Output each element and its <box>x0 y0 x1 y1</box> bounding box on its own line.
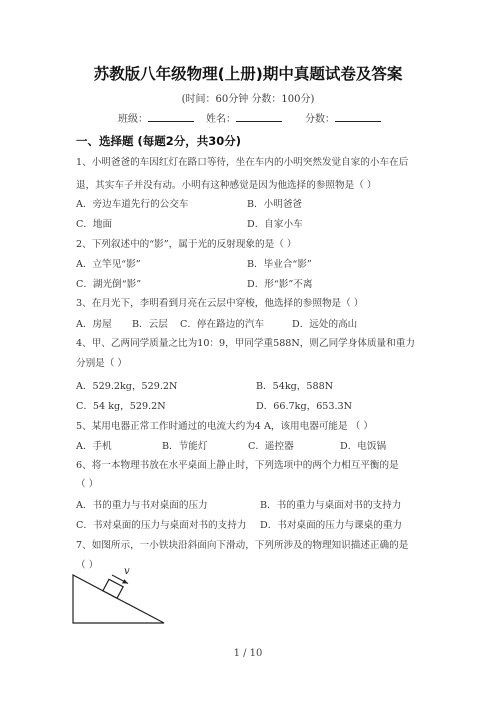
class-label: 班级： <box>118 114 148 125</box>
q1-option-b: B．小明爸爸 <box>247 199 303 210</box>
q1-stem-line1: 1、小明爸爸的车因红灯在路口等待，坐在车内的小明突然发觉自家的小车在后 <box>76 157 409 168</box>
q1-stem-line2: 退，其实车子并没有动。小明有这种感觉是因为他选择的参照物是（ ） <box>76 180 377 191</box>
q4-option-d: D．66.7kg，653.3N <box>256 401 353 412</box>
q3-option-a: A．房屋 <box>76 319 112 330</box>
section-heading: 一、选择题 (每题2分，共30分) <box>76 134 242 148</box>
name-blank[interactable] <box>236 110 282 122</box>
q6-option-a: A．书的重力与书对桌面的压力 <box>76 500 208 511</box>
q2-option-c: C．湖光倒“影” <box>76 279 142 290</box>
q3-option-c: C．停在路边的汽车 <box>180 319 265 330</box>
name-label: 姓名： <box>206 114 236 125</box>
q5-option-b: B．节能灯 <box>162 441 208 452</box>
q2-option-d: D．形“影”不离 <box>247 279 313 290</box>
class-field <box>118 110 194 125</box>
q6-stem-line1: 6、将一本物理书放在水平桌面上静止时，下列选项中的两个力相互平衡的是 <box>76 460 399 471</box>
q2-option-b: B．毕业合“影” <box>247 259 312 270</box>
q4-stem-line2: 分别是（ ） <box>76 358 128 369</box>
q4-option-a: A．529.2kg，529.2N <box>76 381 178 392</box>
class-blank[interactable] <box>148 110 194 122</box>
page-number: 1 / 10 <box>233 648 263 659</box>
q7-stem-line1: 7、如图所示，一小铁块沿斜面向下滑动，下列所涉及的物理知识描述正确的是 <box>76 540 409 551</box>
score-field <box>305 110 381 125</box>
score-blank[interactable] <box>335 110 381 122</box>
iron-block <box>103 579 123 598</box>
q5-option-c: C．遥控器 <box>248 441 294 452</box>
q4-stem-line1: 4、甲、乙两同学质量之比为10：9，甲同学重588N，则乙同学身体质量和重力 <box>76 338 415 349</box>
q6-option-c: C．书对桌面的压力与桌面对书的支持力 <box>76 520 247 531</box>
q3-option-d: D．远处的高山 <box>292 319 358 330</box>
incline-figure <box>70 565 170 625</box>
velocity-label: v <box>124 566 130 577</box>
exam-time-info: (时间：60分钟 分数：100分) <box>181 94 315 105</box>
q1-option-a: A．旁边车道先行的公交车 <box>76 199 189 210</box>
velocity-arrowhead <box>122 579 128 583</box>
incline-triangle <box>73 575 164 623</box>
q4-option-c: C．54 kg，529.2N <box>76 401 166 412</box>
q3-stem: 3、在月光下，李明看到月亮在云层中穿梭，他选择的参照物是（ ） <box>76 298 364 309</box>
q5-stem: 5、某用电器正常工作时通过的电流大约为4 A，该用电器可能是 （ ） <box>76 421 373 432</box>
q7-stem-line2: （ ） <box>76 560 99 571</box>
q1-option-d: D．自家小车 <box>247 219 303 230</box>
exam-title: 苏教版八年级物理(上册)期中真题试卷及答案 <box>93 65 403 83</box>
q2-stem: 2、下列叙述中的“影”，属于光的反射现象的是（ ） <box>76 239 297 250</box>
q1-option-c: C．地面 <box>76 219 113 230</box>
q5-option-a: A．手机 <box>76 441 112 452</box>
q3-option-b: B．云层 <box>132 319 168 330</box>
q2-option-a: A．立竿见“影” <box>76 259 141 270</box>
q6-option-d: D．书对桌面的压力与课桌的重力 <box>260 520 403 531</box>
q4-option-b: B．54kg，588N <box>256 381 334 392</box>
q6-option-b: B．书的重力与桌面对书的支持力 <box>260 500 402 511</box>
name-field <box>206 110 282 125</box>
score-label: 分数： <box>305 114 335 125</box>
q5-option-d: D．电饭锅 <box>340 441 387 452</box>
q6-stem-line2: （ ） <box>76 479 99 490</box>
